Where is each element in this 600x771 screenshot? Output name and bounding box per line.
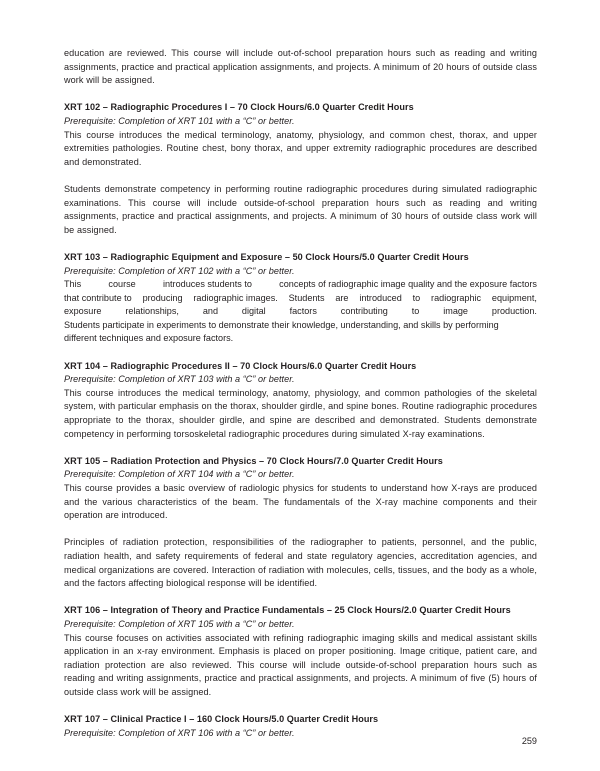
description-xrt-103-line-5: different techniques and exposure factors. [64, 333, 234, 344]
description-xrt-103-line-4: Students participate in experiments to demonstrate their knowledge, understanding, and skills by performing [64, 319, 499, 330]
description-xrt-103 [64, 278, 537, 346]
line-word: to [412, 292, 421, 303]
prerequisite-xrt-104: Prerequisite: Completion of XRT 103 with a “C” or better. [64, 374, 295, 385]
course-heading-xrt-103: XRT 103 – Radiographic Equipment and Exposure – 50 Clock Hours/5.0 Quarter Credit Hours [64, 251, 469, 262]
prerequisite-xrt-103: Prerequisite: Completion of XRT 102 with a “C” or better. [64, 265, 295, 276]
line-word: production. [491, 306, 537, 317]
line-word: Students [288, 292, 325, 303]
line-word: concepts of radiographic image quality and the exposure factors [279, 279, 537, 290]
description-xrt-103-line-2 [64, 292, 537, 306]
line-word: radiographic images. [193, 292, 278, 303]
paragraph-spacer [64, 346, 537, 360]
line-word: equipment, [491, 292, 537, 303]
paragraph-spacer [64, 88, 537, 102]
line-word: and [202, 306, 219, 317]
prerequisite-xrt-102: Prerequisite: Completion of XRT 101 with a “C” or better. [64, 115, 295, 126]
prerequisite-xrt-105: Prerequisite: Completion of XRT 104 with a “C” or better. [64, 469, 295, 480]
paragraph-spacer [64, 237, 537, 251]
page-number: 259 [521, 736, 537, 746]
course-heading-xrt-106: XRT 106 – Integration of Theory and Practice Fundamentals – 25 Clock Hours/2.0 Quarter Credit Hours [64, 605, 511, 616]
line-word: exposure [64, 306, 102, 317]
prerequisite-xrt-107: Prerequisite: Completion of XRT 106 with a “C” or better. [64, 727, 295, 738]
course-heading-xrt-105: XRT 105 – Radiation Protection and Physics – 70 Clock Hours/7.0 Quarter Credit Hours [64, 455, 443, 466]
paragraph-spacer [64, 591, 537, 605]
line-word: image [443, 306, 468, 317]
description-xrt-106: This course focuses on activities associated with refining radiographic imaging skills and medical assistant skills application in an x-ray environment. Emphasis is placed on proper positioning. Image critique, patient care, and radiation protection are also reviewed. This course will include outside-of-school preparation hours such as reading and writing assignments, practice and practical assignments, and projects. A minimum of five (5) hours of outside class work will be assigned. [64, 632, 537, 697]
line-word: producing [142, 292, 183, 303]
line-word: introduced [359, 292, 402, 303]
prerequisite-xrt-106: Prerequisite: Completion of XRT 105 with a “C” or better. [64, 618, 295, 629]
paragraph-spacer [64, 441, 537, 455]
line-word: This [64, 279, 82, 290]
course-heading-xrt-107: XRT 107 – Clinical Practice I – 160 Clock Hours/5.0 Quarter Credit Hours [64, 714, 379, 725]
description-xrt-102-part-1: This course introduces the medical terminology, anatomy, physiology, and common chest, thorax, and upper extremities pathologies. Routine chest, bony thorax, and upper extremity radiographic procedures are described and demonstrated. [64, 129, 537, 167]
line-word: are [335, 292, 349, 303]
page-content [64, 47, 537, 740]
paragraph-spacer [64, 523, 537, 537]
line-word: digital [241, 306, 266, 317]
description-xrt-103-line-3 [64, 305, 537, 319]
description-xrt-102-part-2: Students demonstrate competency in performing routine radiographic procedures during simulated radiographic examinations. This course will include outside-of-school preparation hours such as reading and writing assignments, practice and practical assignments, and projects. A minimum of 30 hours of outside class work will be assigned. [64, 183, 537, 235]
line-word: to [411, 306, 420, 317]
paragraph-spacer [64, 169, 537, 183]
description-xrt-105-part-2: Principles of radiation protection, responsibilities of the radiographer to patients, personnel, and the public, radiation health, and safety requirements of federal and state regulatory agencies, accreditation agencies, and medical organizations are covered. Interaction of radiation with molecules, cells, tissues, and the body as a whole, and the factors affecting biological response will be identified. [64, 537, 537, 589]
line-word: contributing [340, 306, 388, 317]
description-xrt-105-part-1: This course provides a basic overview of radiologic physics for students to understand how X-rays are produced and the various characteristics of the beam. The fundamentals of the X-ray machine components and their operation are introduced. [64, 483, 537, 521]
paragraph-spacer [64, 700, 537, 714]
line-word: relationships, [125, 306, 179, 317]
course-heading-xrt-104: XRT 104 – Radiographic Procedures II – 70 Clock Hours/6.0 Quarter Credit Hours [64, 360, 417, 371]
line-word: factors [289, 306, 317, 317]
line-word: introduces students to [162, 279, 252, 290]
line-word: radiographic [431, 292, 482, 303]
description-xrt-104: This course introduces the medical terminology, anatomy, physiology, and common pathologies of the skeletal system, with particular emphasis on the thorax, shoulder girdle, and spine bones. Routine radiographic procedures appropriate to the thorax, shoulder girdle, and spine are described and demonstrated. Students demonstrate competency in performing torsoskeletal radiographic procedures during simulated X-ray examinations. [64, 387, 537, 439]
intro-continued-paragraph: education are reviewed. This course will include out-of-school preparation hours such as reading and writing assignments, practice and practical application assignments, and projects. A minimum of 20 hours of outside class work will be assigned. [64, 48, 537, 86]
line-word: course [108, 279, 136, 290]
line-word: that contribute to [64, 292, 132, 303]
course-heading-xrt-102: XRT 102 – Radiographic Procedures I – 70 Clock Hours/6.0 Quarter Credit Hours [64, 102, 414, 113]
description-xrt-103-line-1 [64, 278, 537, 292]
